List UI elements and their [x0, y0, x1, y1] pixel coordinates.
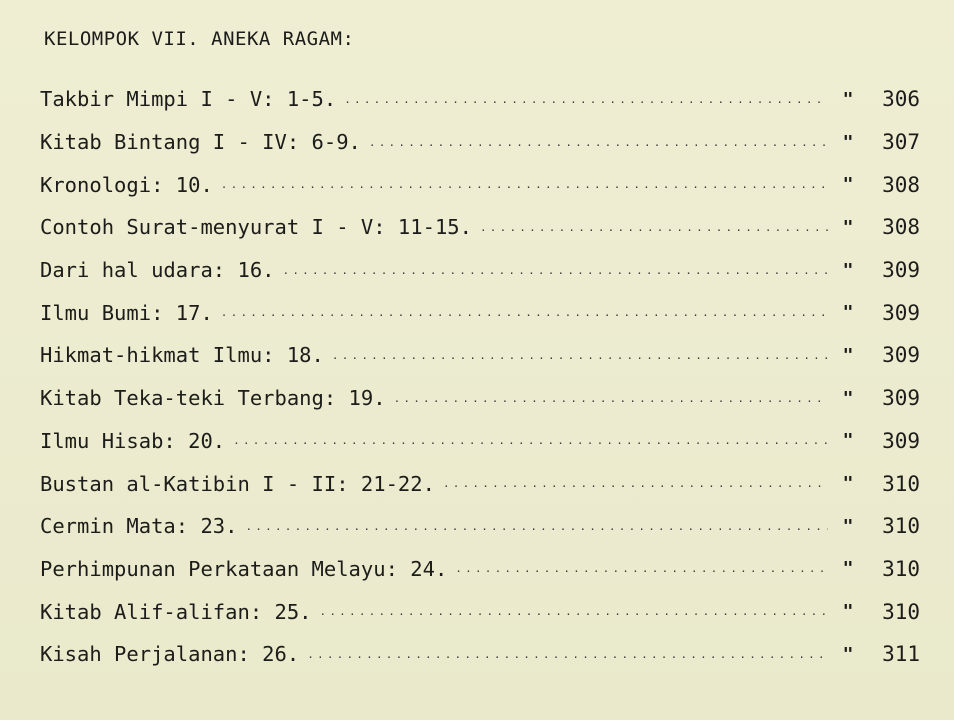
ditto-mark: "	[842, 387, 854, 409]
ditto-mark: "	[842, 643, 854, 665]
ditto-mark: "	[842, 558, 854, 580]
page-number: 308	[882, 215, 920, 240]
ditto-mark: "	[842, 515, 854, 537]
dot-leader	[221, 170, 828, 199]
entry-title: Hikmat-hikmat Ilmu: 18.	[40, 343, 324, 368]
ditto-mark: "	[842, 131, 854, 153]
toc-entry	[40, 505, 920, 548]
dot-leader	[480, 213, 828, 242]
toc-entry	[40, 206, 920, 249]
entry-title: Kronologi: 10.	[40, 172, 213, 197]
entry-title: Takbir Mimpi I - V: 1-5.	[40, 87, 337, 112]
toc-entry	[40, 548, 920, 591]
toc-entry	[40, 163, 920, 206]
page-number: 310	[882, 599, 920, 624]
page-number: 309	[882, 258, 920, 283]
page-number: 310	[882, 514, 920, 539]
ditto-mark: "	[842, 302, 854, 324]
entry-title: Bustan al-Katibin I - II: 21-22.	[40, 471, 435, 496]
entry-title: Cermin Mata: 23.	[40, 514, 238, 539]
dot-leader	[307, 640, 828, 669]
entry-title: Dari hal udara: 16.	[40, 258, 275, 283]
dot-leader	[245, 512, 828, 541]
page-number: 310	[882, 556, 920, 581]
page-number: 309	[882, 386, 920, 411]
toc-entry	[40, 590, 920, 633]
toc-entry	[40, 334, 920, 377]
ditto-mark: "	[842, 174, 854, 196]
dot-leader	[320, 597, 828, 626]
entry-title: Ilmu Hisab: 20.	[40, 428, 226, 453]
ditto-mark: "	[842, 473, 854, 495]
section-heading: KELOMPOK VII. ANEKA RAGAM:	[44, 28, 355, 50]
entry-title: Contoh Surat-menyurat I - V: 11-15.	[40, 215, 472, 240]
entry-title: Perhimpunan Perkataan Melayu: 24.	[40, 556, 448, 581]
page-number: 308	[882, 172, 920, 197]
toc-entry	[40, 633, 920, 676]
dot-leader	[455, 554, 828, 583]
page-number: 309	[882, 343, 920, 368]
page-number: 309	[882, 300, 920, 325]
table-of-contents	[40, 78, 920, 676]
dot-leader	[283, 256, 829, 285]
ditto-mark: "	[842, 601, 854, 623]
page-number: 306	[882, 87, 920, 112]
entry-title: Ilmu Bumi: 17.	[40, 300, 213, 325]
toc-entry	[40, 462, 920, 505]
entry-title: Kitab Alif-alifan: 25.	[40, 599, 312, 624]
toc-entry	[40, 420, 920, 463]
toc-entry	[40, 291, 920, 334]
toc-entry	[40, 121, 920, 164]
ditto-mark: "	[842, 344, 854, 366]
page-number: 310	[882, 471, 920, 496]
ditto-mark: "	[842, 216, 854, 238]
toc-entry	[40, 249, 920, 292]
dot-leader	[344, 85, 828, 114]
ditto-mark: "	[842, 259, 854, 281]
entry-title: Kitab Bintang I - IV: 6-9.	[40, 130, 361, 155]
page-number: 307	[882, 130, 920, 155]
dot-leader	[221, 298, 828, 327]
dot-leader	[332, 341, 828, 370]
dot-leader	[443, 469, 828, 498]
dot-leader	[394, 384, 828, 413]
toc-entry	[40, 377, 920, 420]
dot-leader	[369, 128, 828, 157]
entry-title: Kitab Teka-teki Terbang: 19.	[40, 386, 386, 411]
page-number: 311	[882, 642, 920, 667]
toc-entry	[40, 78, 920, 121]
dot-leader	[233, 426, 828, 455]
ditto-mark: "	[842, 430, 854, 452]
ditto-mark: "	[842, 88, 854, 110]
page-number: 309	[882, 428, 920, 453]
entry-title: Kisah Perjalanan: 26.	[40, 642, 300, 667]
